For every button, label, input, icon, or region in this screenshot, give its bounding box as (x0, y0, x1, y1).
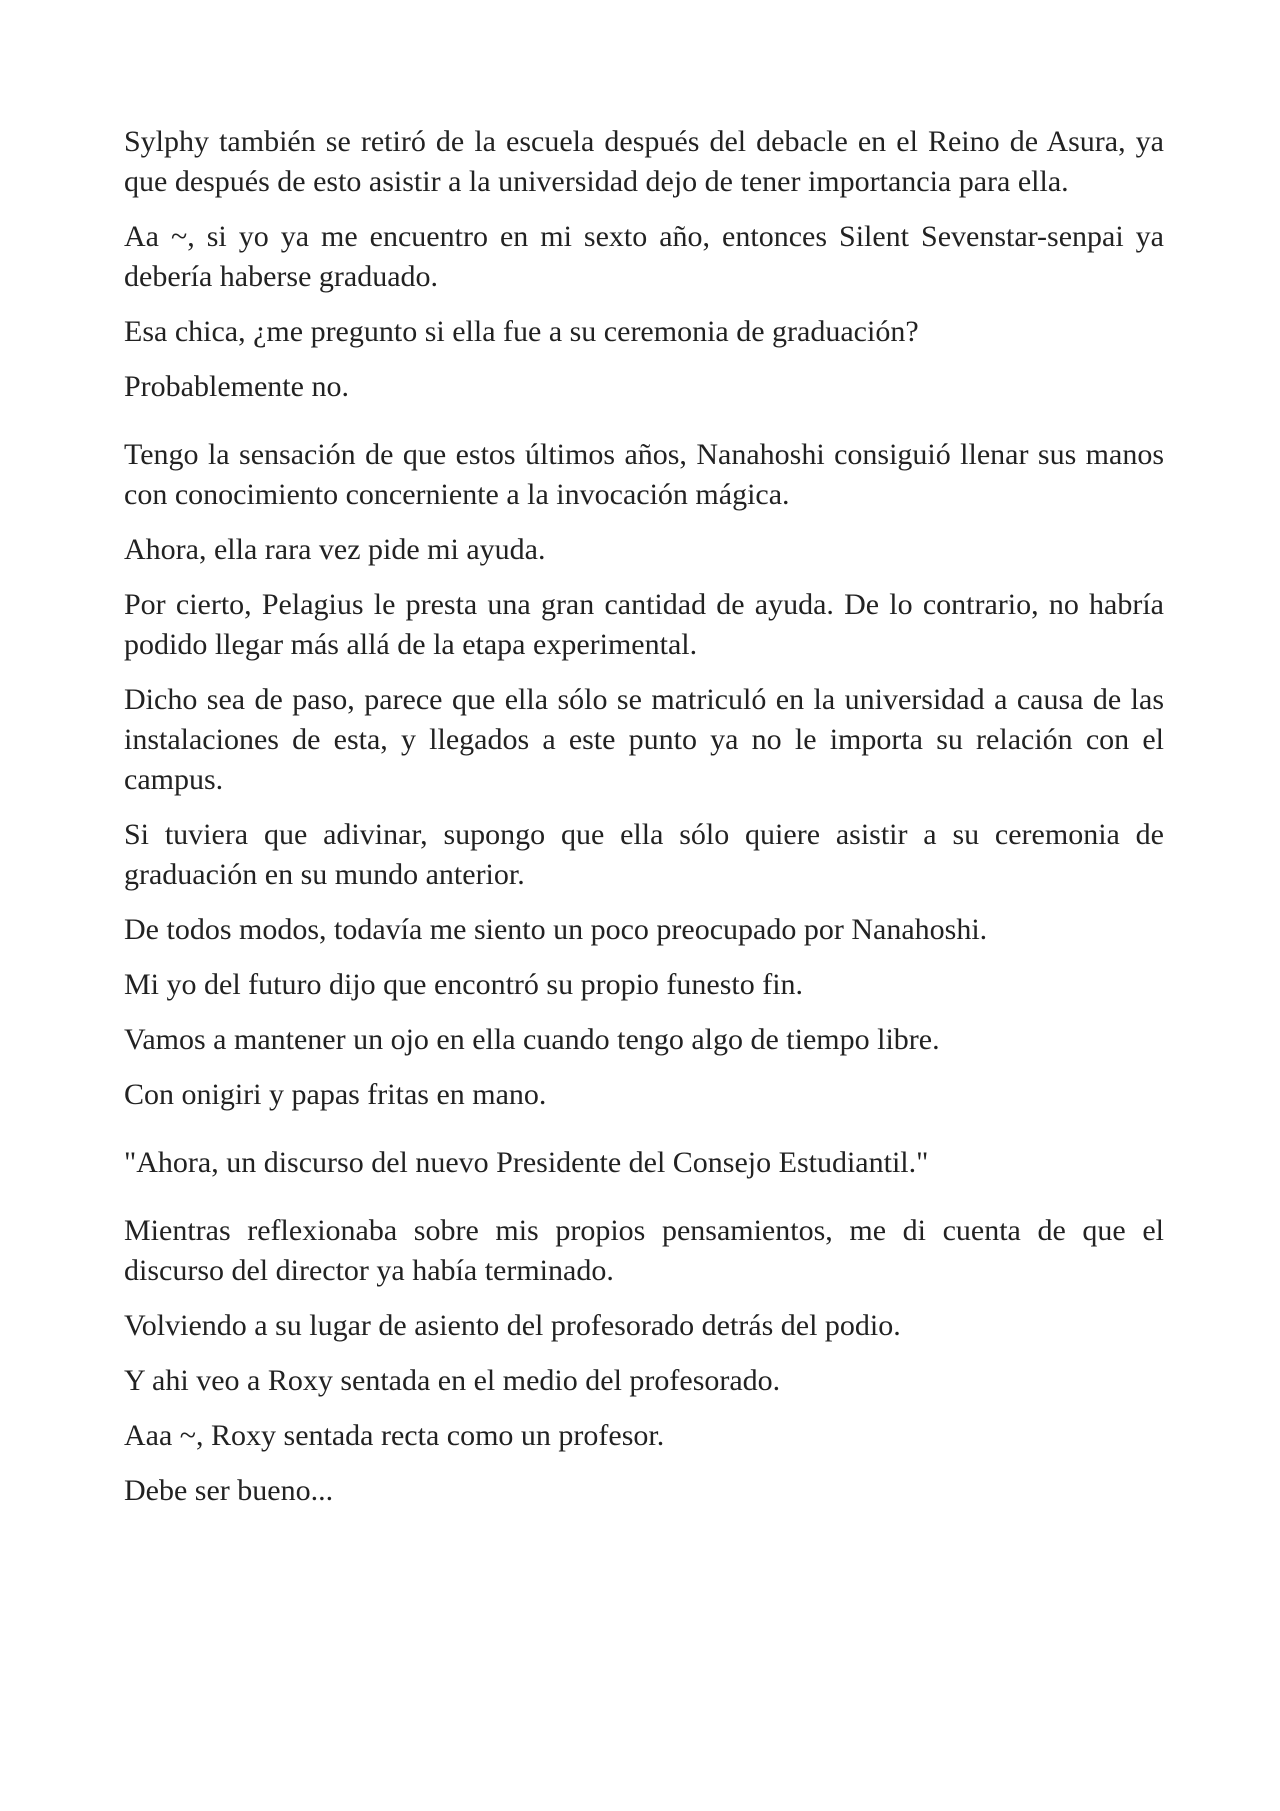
paragraph-12: Vamos a mantener un ojo en ella cuando tengo algo de tiempo libre. (124, 1023, 940, 1056)
paragraph-18: Aaa ~, Roxy sentada recta como un profesor. (124, 1419, 665, 1452)
paragraph-14-dialogue: "Ahora, un discurso del nuevo Presidente del Consejo Estudiantil." (124, 1146, 929, 1179)
paragraph-8: Dicho sea de paso, parece que ella sólo se matriculó en la universidad a causa de las instalaciones de esta, y llegados a este punto ya no le importa su relación con el campus. (124, 683, 1164, 796)
paragraph-6: Ahora, ella rara vez pide mi ayuda. (124, 533, 546, 566)
paragraph-7: Por cierto, Pelagius le presta una gran cantidad de ayuda. De lo contrario, no habría podido llegar más allá de la etapa experimental. (124, 588, 1164, 661)
paragraph-19: Debe ser bueno... (124, 1474, 334, 1507)
paragraph-13: Con onigiri y papas fritas en mano. (124, 1078, 547, 1111)
paragraph-16: Volviendo a su lugar de asiento del profesorado detrás del podio. (124, 1309, 901, 1342)
paragraph-9: Si tuviera que adivinar, supongo que ella sólo quiere asistir a su ceremonia de graduación en su mundo anterior. (124, 818, 1164, 891)
paragraph-2: Aa ~, si yo ya me encuentro en mi sexto año, entonces Silent Sevenstar-senpai ya debería haberse graduado. (124, 220, 1164, 293)
paragraph-10: De todos modos, todavía me siento un poco preocupado por Nanahoshi. (124, 913, 988, 946)
paragraph-17: Y ahi veo a Roxy sentada en el medio del profesorado. (124, 1364, 781, 1397)
paragraph-5: Tengo la sensación de que estos últimos años, Nanahoshi consiguió llenar sus manos con conocimiento concerniente a la invocación mágica. (124, 438, 1164, 511)
paragraph-3: Esa chica, ¿me pregunto si ella fue a su ceremonia de graduación? (124, 315, 919, 348)
document-page (124, 122, 1164, 1526)
paragraph-1: Sylphy también se retiró de la escuela después del debacle en el Reino de Asura, ya que después de esto asistir a la universidad dejo de tener importancia para ella. (124, 125, 1164, 198)
paragraph-11: Mi yo del futuro dijo que encontró su propio funesto fin. (124, 968, 804, 1001)
paragraph-4: Probablemente no. (124, 370, 349, 403)
paragraph-15: Mientras reflexionaba sobre mis propios pensamientos, me di cuenta de que el discurso del director ya había terminado. (124, 1214, 1164, 1287)
